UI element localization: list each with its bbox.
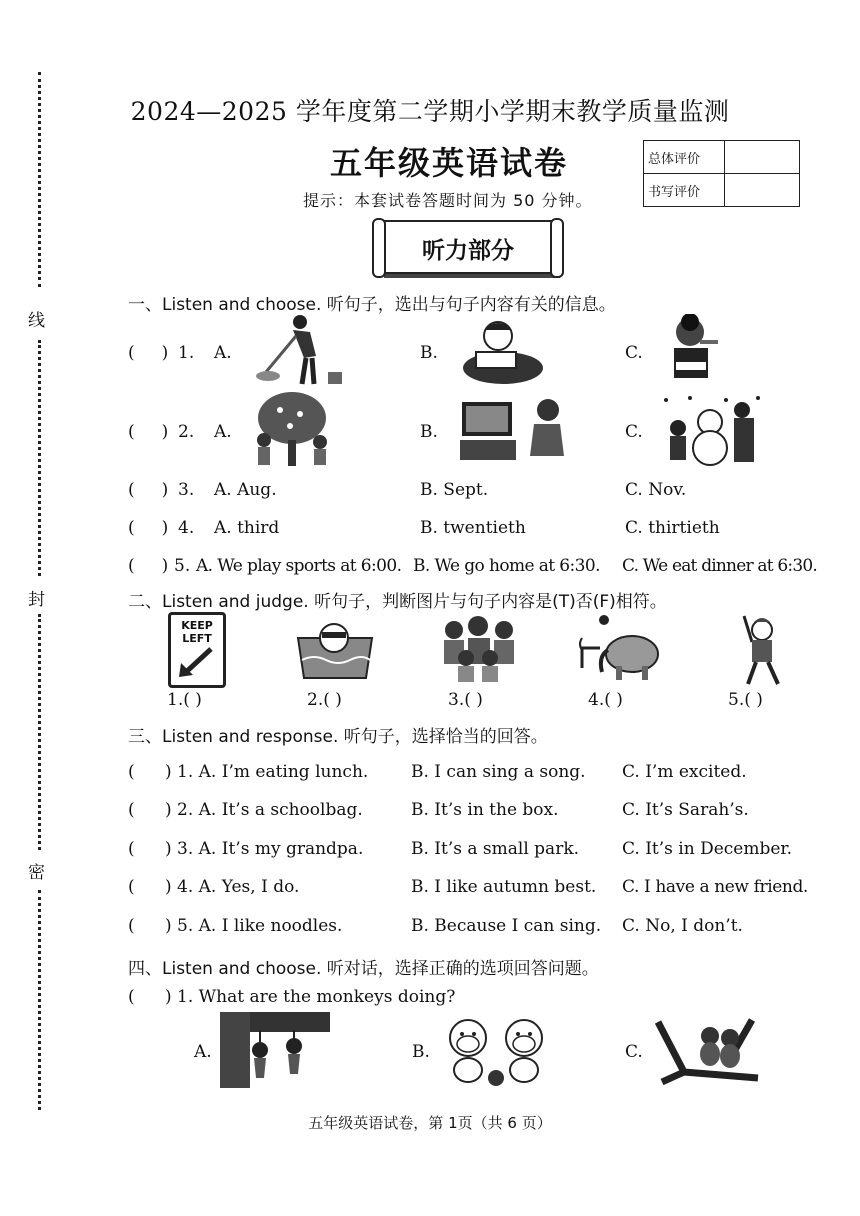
- option-a-label: A.: [214, 343, 232, 363]
- page-footer: 五年级英语试卷，第 1页（共 6 页）: [308, 1114, 552, 1132]
- kids-group-image: [438, 614, 524, 684]
- option-c: C. It’s in December.: [622, 839, 793, 859]
- answer-paren[interactable]: ( ): [128, 343, 169, 363]
- option-a: A. We play sports at 6:00.: [196, 556, 402, 576]
- banner-text: 听力部分: [422, 238, 514, 264]
- judge-answer-3[interactable]: 3.( ): [448, 690, 483, 710]
- option-c: C. thirtieth: [625, 518, 720, 538]
- judge-answer-1[interactable]: 1.( ): [167, 690, 202, 710]
- answer-paren[interactable]: (: [128, 987, 135, 1007]
- option-c-label: C.: [625, 1042, 643, 1062]
- option-c: C. No, I don’t.: [622, 916, 743, 936]
- arrow-down-left-icon: [171, 645, 223, 681]
- option-b: B. Because I can sing.: [411, 916, 602, 936]
- question-option-a: ) 3. A. It’s my grandpa.: [165, 839, 364, 859]
- option-c-label: C.: [625, 343, 643, 363]
- sign-text-left: LEFT: [182, 632, 212, 645]
- boy-swimming-image: [294, 620, 376, 686]
- kids-picking-apples-image: [250, 390, 332, 468]
- section2-heading: 二、Listen and judge. 听句子，判断图片与句子内容是(T)否(F)相符。: [128, 592, 667, 612]
- option-b: B. I like autumn best.: [411, 877, 597, 897]
- section3-heading: 三、Listen and response. 听句子，选择恰当的回答。: [128, 727, 548, 747]
- boy-mopping-image: [248, 312, 348, 388]
- boy-reading-image: [458, 318, 548, 386]
- margin-char-xian: 线: [28, 311, 45, 331]
- margin-char-feng: 封: [28, 590, 45, 610]
- option-c: C. I’m excited.: [622, 762, 747, 782]
- keep-left-sign: [168, 612, 226, 688]
- answer-paren[interactable]: ( ): [128, 422, 169, 442]
- option-a-label: A.: [194, 1042, 212, 1062]
- question-option-a: ) 4. A. Yes, I do.: [165, 877, 300, 897]
- option-c-label: C.: [625, 422, 643, 442]
- judge-answer-5[interactable]: 5.( ): [728, 690, 763, 710]
- boy-exercising-image: [734, 612, 790, 688]
- judge-answer-2[interactable]: 2.( ): [307, 690, 342, 710]
- answer-paren[interactable]: (: [128, 800, 135, 820]
- option-b-label: B.: [420, 343, 438, 363]
- question-option-a: ) 1. A. I’m eating lunch.: [165, 762, 369, 782]
- option-c: C. Nov.: [625, 480, 687, 500]
- judge-answer-4[interactable]: 4.( ): [588, 690, 623, 710]
- option-b: B. It’s in the box.: [411, 800, 559, 820]
- margin-char-mi: 密: [28, 863, 45, 883]
- answer-paren[interactable]: (: [128, 916, 135, 936]
- item-number: 3.: [178, 480, 195, 500]
- option-a-label: A.: [214, 422, 232, 442]
- sign-text-keep: KEEP: [181, 619, 213, 632]
- option-b: B. Sept.: [420, 480, 489, 500]
- option-b-label: B.: [412, 1042, 430, 1062]
- score-label-overall: 总体评价: [644, 141, 725, 174]
- section4-heading: 四、Listen and choose. 听对话，选择正确的选项回答问题。: [128, 959, 599, 979]
- page-title: 2024—2025 学年度第二学期小学期末教学质量监测: [130, 97, 730, 126]
- boy-brushing-teeth-image: [666, 314, 726, 386]
- margin-dotted-line: [38, 340, 41, 576]
- score-cell-writing[interactable]: [725, 174, 800, 207]
- section1-heading: 一、Listen and choose. 听句子，选出与句子内容有关的信息。: [128, 295, 616, 315]
- option-b-label: B.: [420, 422, 438, 442]
- option-b: B. We go home at 6:30.: [413, 556, 600, 576]
- option-b: B. I can sing a song.: [411, 762, 586, 782]
- answer-paren[interactable]: ( ): [128, 556, 169, 576]
- boy-watching-tv-image: [460, 396, 568, 466]
- item-number: 1.: [178, 343, 195, 363]
- kids-building-snowman-image: [660, 392, 764, 466]
- option-c: C. I have a new friend.: [622, 877, 808, 897]
- answer-paren[interactable]: (: [128, 762, 135, 782]
- answer-paren[interactable]: (: [128, 877, 135, 897]
- option-c: C. It’s Sarah’s.: [622, 800, 749, 820]
- item-number: 5.: [174, 556, 191, 576]
- margin-dotted-line: [38, 614, 41, 850]
- elephant-drinking-image: [574, 610, 662, 682]
- listening-banner: [380, 220, 556, 274]
- question-text: ) 1. What are the monkeys doing?: [165, 987, 456, 1007]
- score-cell-overall[interactable]: [725, 141, 800, 174]
- item-number: 4.: [178, 518, 195, 538]
- option-b: B. twentieth: [420, 518, 526, 538]
- option-a: A. third: [214, 518, 280, 538]
- option-b: B. It’s a small park.: [411, 839, 580, 859]
- margin-dotted-line: [38, 890, 41, 1110]
- item-number: 2.: [178, 422, 195, 442]
- score-label-writing: 书写评价: [644, 174, 725, 207]
- monkeys-on-branch-image: [654, 1012, 762, 1090]
- monkeys-playing-ball-image: [440, 1016, 556, 1088]
- option-c: C. We eat dinner at 6:30.: [622, 556, 817, 576]
- answer-paren[interactable]: ( ): [128, 518, 169, 538]
- answer-paren[interactable]: (: [128, 839, 135, 859]
- monkeys-in-tree-image: [220, 1012, 330, 1088]
- question-option-a: ) 2. A. It’s a schoolbag.: [165, 800, 363, 820]
- question-option-a: ) 5. A. I like noodles.: [165, 916, 343, 936]
- exam-subtitle: 五年级英语试卷: [330, 144, 569, 182]
- score-table: [643, 140, 800, 207]
- exam-hint: 提示：本套试卷答题时间为 50 分钟。: [303, 191, 593, 210]
- answer-paren[interactable]: ( ): [128, 480, 169, 500]
- option-a: A. Aug.: [214, 480, 277, 500]
